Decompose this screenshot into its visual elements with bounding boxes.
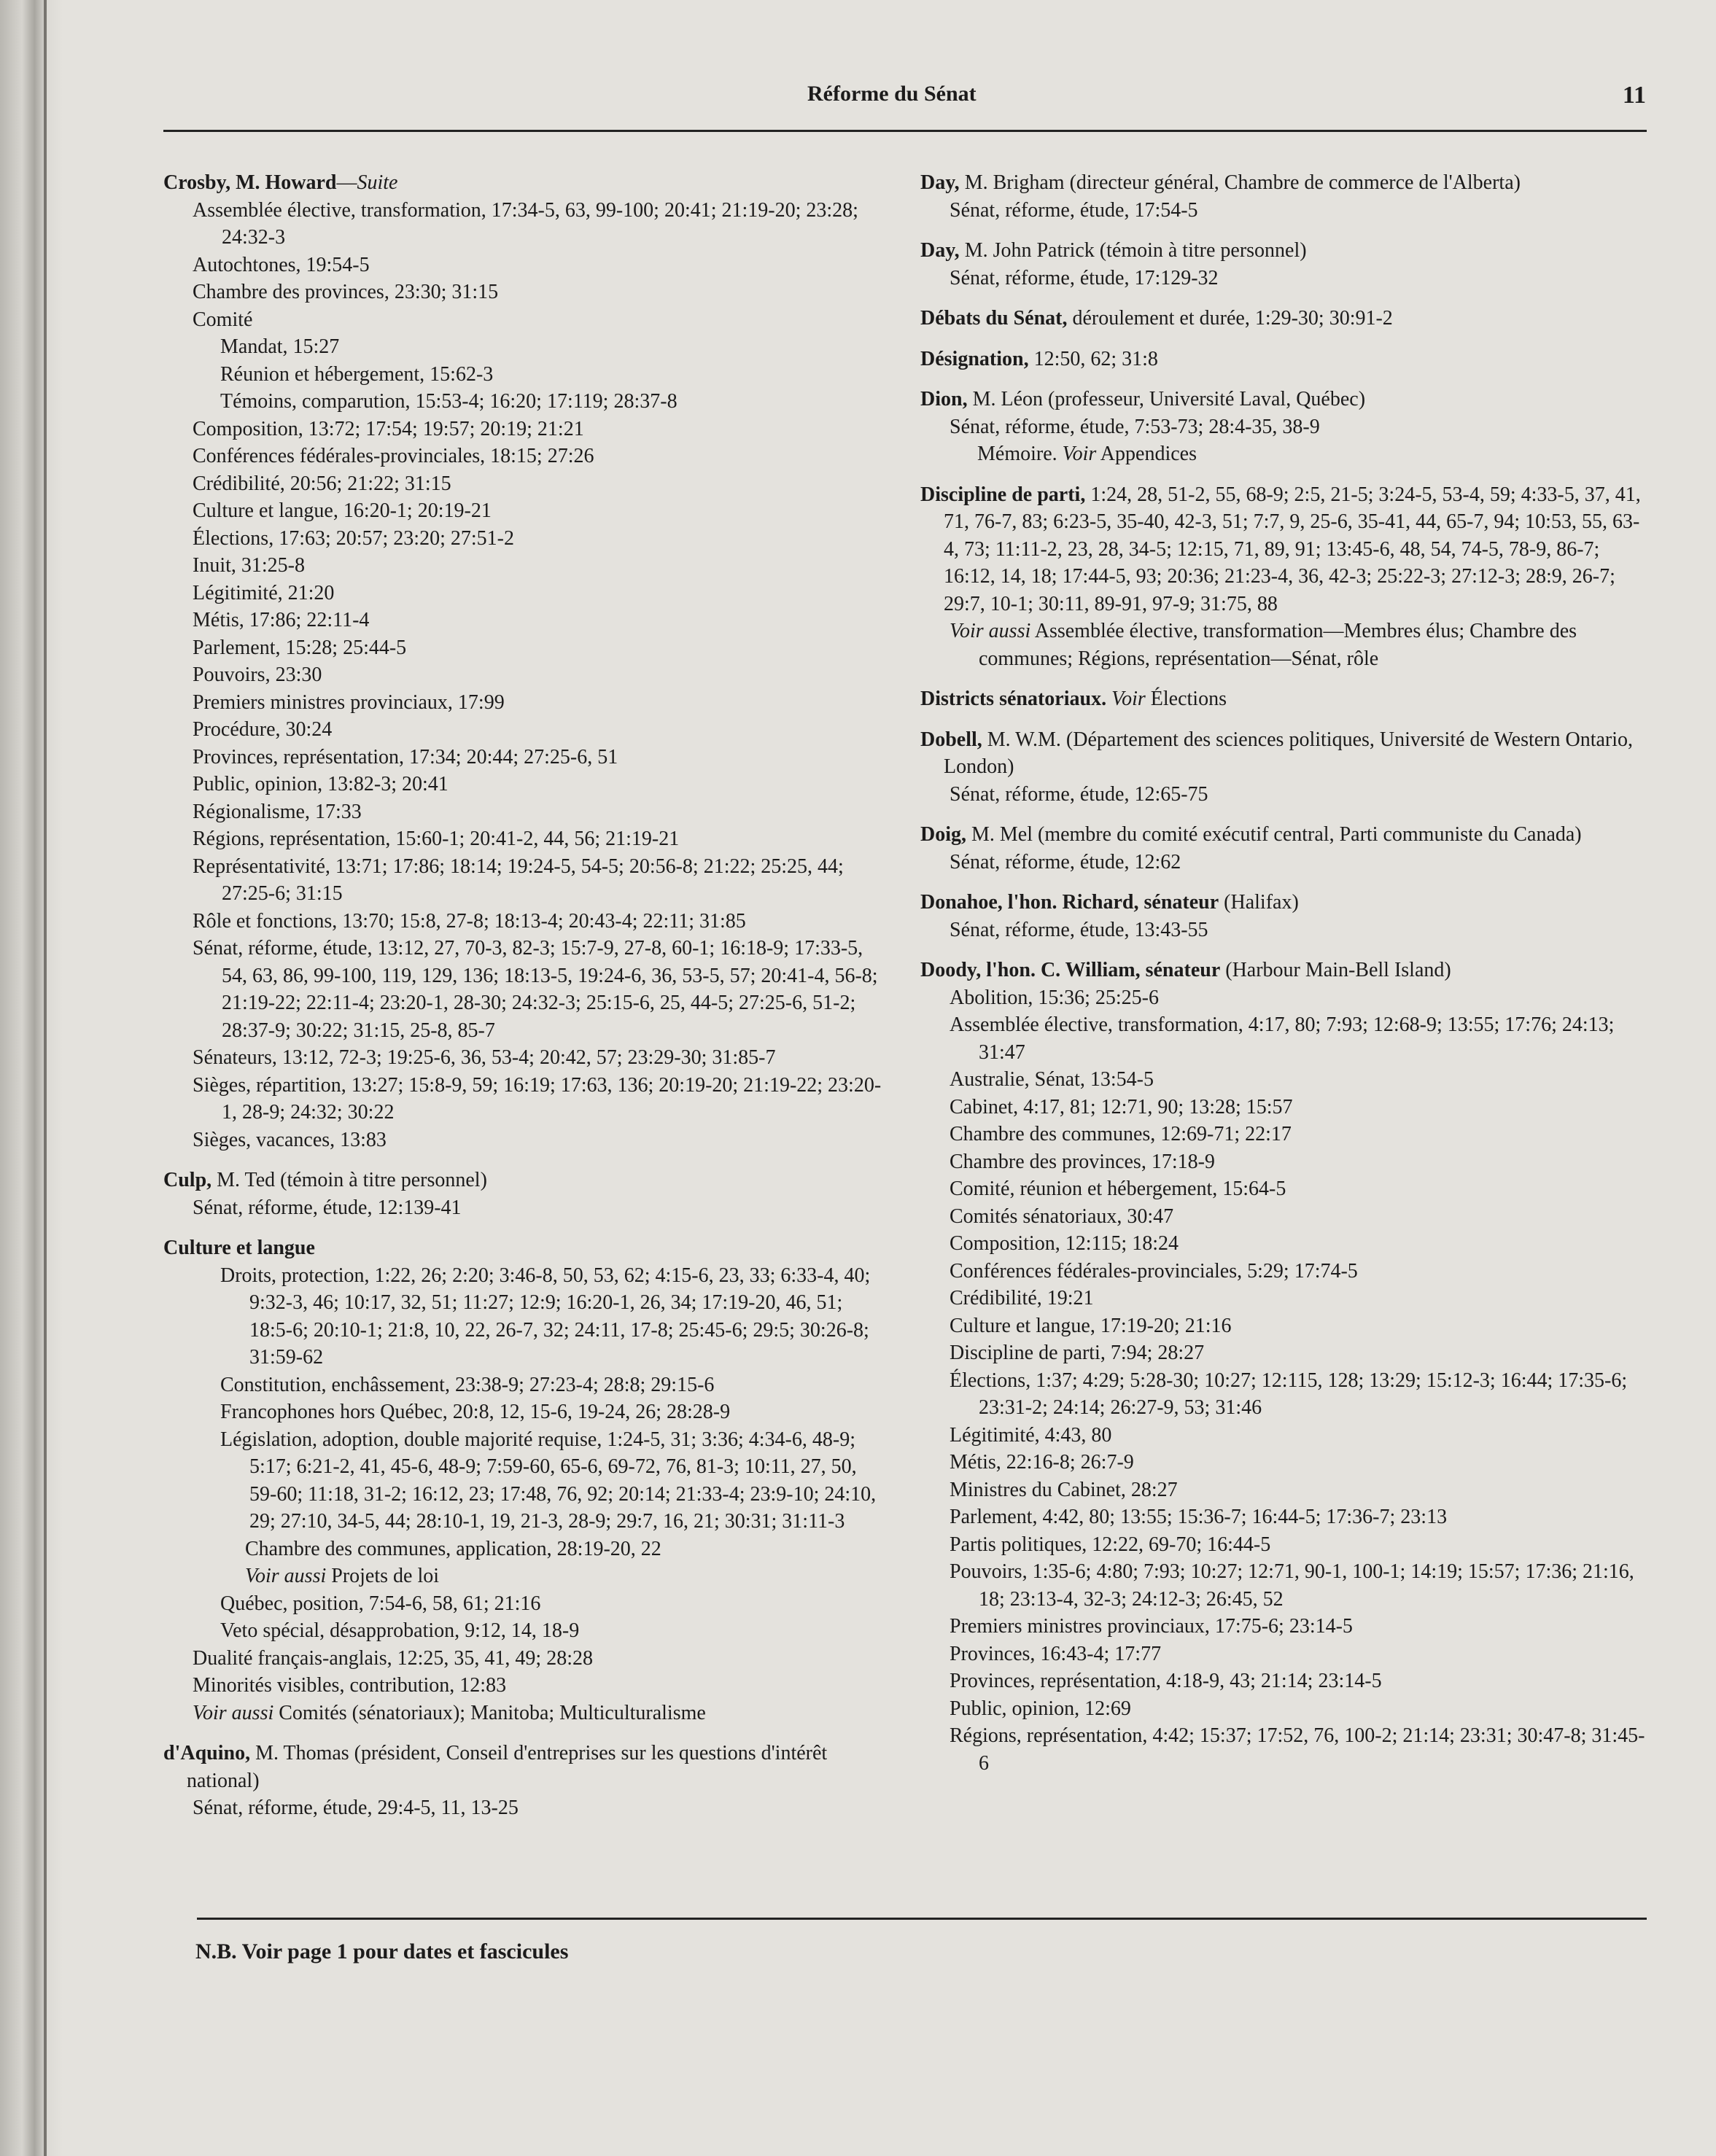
subentry: Sénat, réforme, étude, 17:54-5 [950,198,1198,222]
index-entry-day-brigham [920,169,1650,224]
subentry: Partis politiques, 12:22, 69-70; 16:44-5 [950,1533,1271,1556]
subentry: Sénat, réforme, étude, 7:53-73; 28:4-35, 38-9 [950,415,1320,438]
index-entry-culture-et-langue [163,1234,885,1727]
index-entry-day-john [920,237,1650,292]
entry-heading: Culp, M. Ted (témoin à titre personnel) [163,1169,487,1191]
binding-line [44,0,47,2156]
subentry: Sénat, réforme, étude, 13:12, 27, 70-3, 82-3; 15:7-9, 27-8, 60-1; 16:18-9; 17:33-5, 54, 63, 86, 99-100, 119, 129, 136; 18:13-5, 19:24-6, 36, 53-5, 57; 20:41-4, 56-8; 21:19-22; 22:11-4; 23:20-1, 28-30; 24:32-3; 25:15-6, 25, 44-5; 27:25-6, 51-2; 28:37-9; 30:22; 31:15, 25-8, 85-7 [193,937,878,1042]
subsubentry: Mandat, 15:27 [220,335,340,358]
entry-heading: Culture et langue [163,1237,315,1259]
subentry: Parlement, 15:28; 25:44-5 [193,636,407,659]
subentry: Crédibilité, 20:56; 21:22; 31:15 [193,472,451,495]
subentry: Sénat, réforme, étude, 12:139-41 [193,1196,462,1219]
subentry: Chambre des provinces, 23:30; 31:15 [193,281,499,303]
subentry: Inuit, 31:25-8 [193,554,305,577]
index-entry-crosby [163,169,885,1153]
index-entry-districts [920,685,1650,713]
subsubentry: Témoins, comparution, 15:53-4; 16:20; 17:119; 28:37-8 [220,390,678,413]
subentry: Rôle et fonctions, 13:70; 15:8, 27-8; 18:13-4; 20:43-4; 22:11; 31:85 [193,909,746,933]
subentry: Sénat, réforme, étude, 12:65-75 [950,782,1208,806]
subentry: Provinces, 16:43-4; 17:77 [950,1642,1162,1665]
subentry: Abolition, 15:36; 25:25-6 [950,986,1159,1009]
subentry: Chambre des communes, 12:69-71; 22:17 [950,1123,1292,1145]
subentry: Chambre des provinces, 17:18-9 [950,1150,1215,1173]
index-entry-culp [163,1167,885,1221]
index-entry-dion [920,386,1650,468]
subsubentry: Constitution, enchâssement, 23:38-9; 27:23-4; 28:8; 29:15-6 [220,1373,715,1396]
cross-reference: Voir aussi Comités (sénatoriaux); Manitoba; Multiculturalisme [193,1701,706,1724]
subentry: Cabinet, 4:17, 81; 12:71, 90; 13:28; 15:57 [950,1095,1293,1118]
index-entry-doody [920,957,1650,1777]
index-entry-daquino [163,1740,885,1822]
subentry: Régionalisme, 17:33 [193,800,362,823]
subentry: Légitimité, 4:43, 80 [950,1423,1112,1447]
subentry: Assemblée élective, transformation, 17:34-5, 63, 99-100; 20:41; 21:19-20; 23:28; 24:32-3 [193,198,858,249]
entry-heading: Doig, M. Mel (membre du comité exécutif central, Parti communiste du Canada) [920,823,1582,846]
subentry: Ministres du Cabinet, 28:27 [950,1478,1178,1501]
subsubentry: Législation, adoption, double majorité requise, 1:24-5, 31; 3:36; 4:34-6, 48-9; 5:17; 6:21-2, 41, 45-6, 48-9; 7:59-60, 65-6, 69-72, 76, 81-3; 10:11, 27, 50, 59-60; 11:18, 31-2; 16:12, 23; 17:48, 76, 92; 20:14; 21:33-4; 23:9-10; 24:10, 29; 27:10, 34-5, 44; 28:10-1, 19, 21-3, 28-9; 29:7, 16, 21; 30:31; 31:11-3 [220,1428,877,1533]
entry-heading: Districts sénatoriaux. Voir Élections [920,688,1227,710]
subsubentry: Francophones hors Québec, 20:8, 12, 15-6, 19-24, 26; 28:28-9 [220,1401,731,1423]
subentry: Sénat, réforme, étude, 13:43-55 [950,918,1208,941]
subentry: Sénat, réforme, étude, 17:129-32 [950,266,1219,289]
subentry: Élections, 17:63; 20:57; 23:20; 27:51-2 [193,526,514,550]
subentry: Pouvoirs, 1:35-6; 4:80; 7:93; 10:27; 12:71, 90-1, 100-1; 14:19; 15:57; 17:36; 21:16, 18; 23:13-4, 32-3; 24:12-3; 26:45, 52 [950,1560,1634,1611]
footer-note: N.B. Voir page 1 pour dates et fascicules [195,1939,569,1964]
subentry: Premiers ministres provinciaux, 17:75-6; 23:14-5 [950,1615,1353,1638]
index-entry-doig [920,821,1650,876]
subentry: Discipline de parti, 7:94; 28:27 [950,1342,1205,1364]
index-column-right [920,169,1650,1790]
subentry: Métis, 22:16-8; 26:7-9 [950,1451,1134,1474]
footer-rule [197,1918,1647,1920]
subentry: Régions, représentation, 4:42; 15:37; 17:52, 76, 100-2; 21:14; 23:31; 30:47-8; 31:45-6 [950,1724,1645,1775]
index-entry-dobell [920,726,1650,809]
page-title: Réforme du Sénat [807,82,977,106]
entry-heading: Doody, l'hon. C. William, sénateur (Harbour Main-Bell Island) [920,959,1451,981]
subentry: Australie, Sénat, 13:54-5 [950,1068,1154,1091]
subentry: Culture et langue, 17:19-20; 21:16 [950,1314,1232,1337]
page-number: 11 [1622,82,1646,109]
subentry: Culture et langue, 16:20-1; 20:19-21 [193,499,492,522]
entry-heading: Discipline de parti, 1:24, 28, 51-2, 55, 68-9; 2:5, 21-5; 3:24-5, 53-4, 59; 4:33-5, 37, 41, 71, 76-7, 83; 6:23-5, 35-40, 42-3, 51; 7:7, 9, 25-6, 35-41, 44, 65-7, 94; 10:53, 55, 63-4, 73; 11:11-2, 23, 28, 34-5; 12:15, 71, 89, 91; 13:45-6, 48, 54, 74-5, 78-9, 86-7; 16:12, 14, 18; 17:44-5, 93; 20:36; 21:23-4, 36, 42-3; 25:22-3; 27:12-3; 28:9, 26-7; 29:7, 10-1; 30:11, 89-91, 97-9; 31:75, 88 [920,483,1641,615]
entry-heading: Débats du Sénat, déroulement et durée, 1:29-30; 30:91-2 [920,307,1393,330]
subentry: Composition, 13:72; 17:54; 19:57; 20:19; 21:21 [193,417,584,440]
subsubentry: Réunion et hébergement, 15:62-3 [220,362,494,386]
header-rule [163,130,1647,132]
subentry: Provinces, représentation, 4:18-9, 43; 21:14; 23:14-5 [950,1670,1382,1692]
subsubentry: Québec, position, 7:54-6, 58, 61; 21:16 [220,1592,541,1615]
subentry: Comité, réunion et hébergement, 15:64-5 [950,1178,1286,1200]
entry-heading: Day, M. Brigham (directeur général, Chambre de commerce de l'Alberta) [920,171,1521,194]
subentry: Composition, 12:115; 18:24 [950,1232,1179,1255]
subentry: Conférences fédérales-provinciales, 5:29; 17:74-5 [950,1259,1358,1283]
subentry: Sénat, réforme, étude, 12:62 [950,850,1181,873]
subentry: Public, opinion, 13:82-3; 20:41 [193,773,449,795]
subentry: Public, opinion, 12:69 [950,1697,1131,1720]
subentry: Minorités visibles, contribution, 12:83 [193,1674,507,1697]
entry-heading: Désignation, 12:50, 62; 31:8 [920,347,1158,370]
subentry: Sièges, répartition, 13:27; 15:8-9, 59; 16:19; 17:63, 136; 20:19-20; 21:19-22; 23:20-1, 28-9; 24:32; 30:22 [193,1073,882,1124]
entry-heading: d'Aquino, M. Thomas (président, Conseil d'entreprises sur les questions d'intérêt national) [163,1742,828,1792]
subentry: Autochtones, 19:54-5 [193,253,370,276]
entry-heading: Dobell, M. W.M. (Département des sciences politiques, Université de Western Ontario, London) [920,728,1634,778]
subentry: Représentativité, 13:71; 17:86; 18:14; 19:24-5, 54-5; 20:56-8; 21:22; 25:25, 44; 27:25-6; 31:15 [193,855,844,905]
subentry: Régions, représentation, 15:60-1; 20:41-2, 44, 56; 21:19-21 [193,828,680,850]
subentry: Droits, protection, 1:22, 26; 2:20; 3:46-8, 50, 53, 62; 4:15-6, 23, 33; 6:33-4, 40; 9:32-3, 46; 10:17, 32, 51; 11:27; 12:9; 16:20-1, 26, 34; 17:19-20, 46, 51; 18:5-6; 20:10-1; 21:8, 10, 22, 26-7, 32; 24:11, 17-8; 25:45-6; 29:5; 30:26-8; 31:59-62 [220,1264,871,1369]
subentry: Premiers ministres provinciaux, 17:99 [193,690,505,714]
cross-reference: Mémoire. Voir Appendices [977,443,1197,465]
subentry: Procédure, 30:24 [193,718,333,741]
subentry: Dualité français-anglais, 12:25, 35, 41, 49; 28:28 [193,1646,593,1670]
subentry: Comités sénatoriaux, 30:47 [950,1205,1174,1228]
subentry: Métis, 17:86; 22:11-4 [193,609,370,631]
cross-reference: Voir aussi Projets de loi [245,1565,440,1587]
entry-heading: Day, M. John Patrick (témoin à titre personnel) [920,239,1307,262]
subentry: Parlement, 4:42, 80; 13:55; 15:36-7; 16:44-5; 17:36-7; 23:13 [950,1506,1448,1528]
book-spine [0,0,63,2156]
subentry: Élections, 1:37; 4:29; 5:28-30; 10:27; 12:115, 128; 13:29; 15:12-3; 16:44; 17:35-6; 23:31-2; 24:14; 26:27-9, 53; 31:46 [950,1369,1628,1419]
entry-heading: Crosby, M. Howard—Suite [163,171,398,194]
cross-reference: Voir aussi Assemblée élective, transformation—Membres élus; Chambre des communes; Régions, représentation—Sénat, rôle [950,620,1577,670]
index-entry-designation [920,346,1650,373]
entry-heading: Dion, M. Léon (professeur, Université Laval, Québec) [920,388,1366,410]
subentry: Sièges, vacances, 13:83 [193,1128,387,1151]
subentry: Provinces, représentation, 17:34; 20:44; 27:25-6, 51 [193,745,618,768]
subentry: Sénateurs, 13:12, 72-3; 19:25-6, 36, 53-4; 20:42, 57; 23:29-30; 31:85-7 [193,1046,776,1069]
entry-heading: Donahoe, l'hon. Richard, sénateur (Halifax) [920,891,1299,914]
subentry: Conférences fédérales-provinciales, 18:15; 27:26 [193,445,594,467]
subsubentry: Chambre des communes, application, 28:19-20, 22 [245,1537,661,1560]
subsubentry: Veto spécial, désapprobation, 9:12, 14, 18-9 [220,1619,580,1642]
subentry: Légitimité, 21:20 [193,581,335,604]
index-entry-debats [920,305,1650,332]
subentry: Comité [193,308,253,331]
subentry: Assemblée élective, transformation, 4:17, 80; 7:93; 12:68-9; 13:55; 17:76; 24:13; 31:47 [950,1013,1615,1064]
subentry: Sénat, réforme, étude, 29:4-5, 11, 13-25 [193,1797,519,1819]
index-column-left [163,169,885,1835]
subentry: Pouvoirs, 23:30 [193,663,322,686]
subentry: Crédibilité, 19:21 [950,1287,1094,1309]
index-entry-donahoe [920,889,1650,943]
index-entry-discipline-de-parti [920,481,1650,673]
